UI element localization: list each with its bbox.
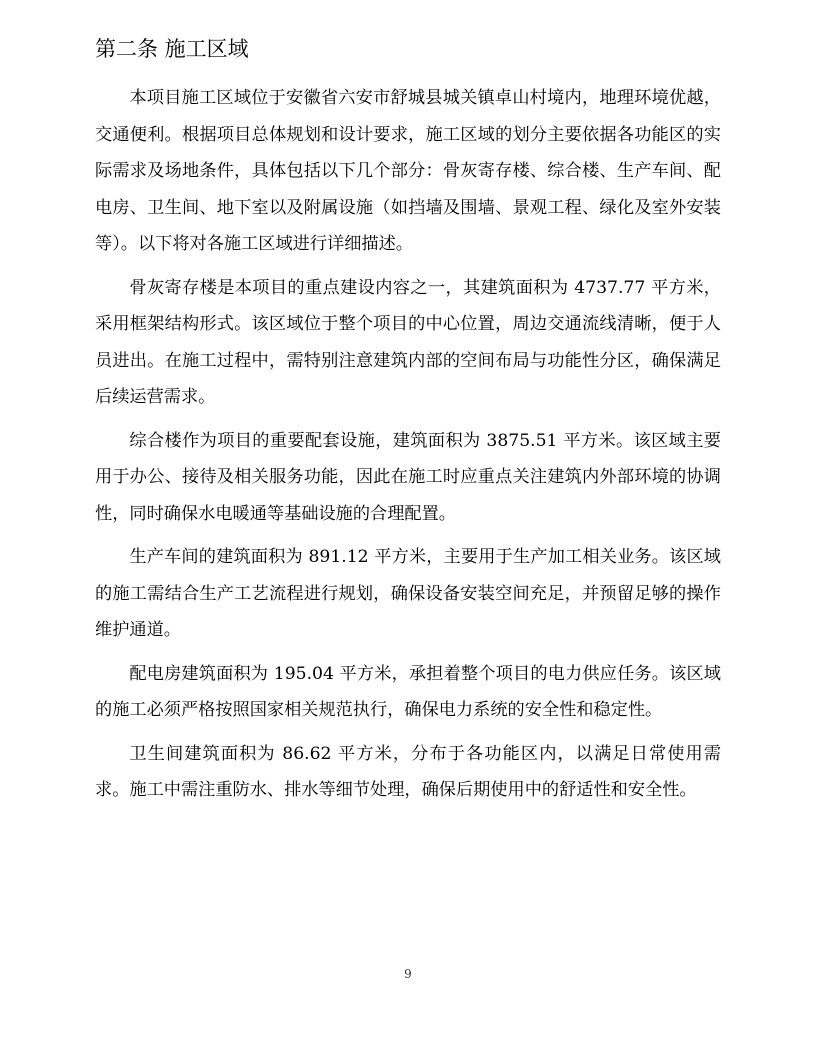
paragraph-ash-storage-building: 骨灰寄存楼是本项目的重点建设内容之一，其建筑面积为 4737.77 平方米，采用框架结构形式。该区域位于整个项目的中心位置，周边交通流线清晰，便于人员进出。在施工过程中，需特别注意建筑内部的空间布局与功能性分区，确保满足后续运营需求。 — [95, 277, 721, 407]
paragraph-power-distribution-room: 配电房建筑面积为 195.04 平方米，承担着整个项目的电力供应任务。该区域的施工必须严格按照国家相关规范执行，确保电力系统的安全性和稳定性。 — [95, 663, 721, 720]
paragraph-complex-building: 综合楼作为项目的重要配套设施，建筑面积为 3875.51 平方米。该区域主要用于办公、接待及相关服务功能，因此在施工时应重点关注建筑内外部环境的协调性，同时确保水电暖通等基础设施的合理配置。 — [95, 430, 721, 524]
document-body — [95, 80, 721, 816]
section-heading: 第二条 施工区域 — [95, 37, 249, 61]
paragraph-restroom: 卫生间建筑面积为 86.62 平方米，分布于各功能区内，以满足日常使用需求。施工中需注重防水、排水等细节处理，确保后期使用中的舒适性和安全性。 — [95, 743, 721, 800]
paragraph-production-workshop: 生产车间的建筑面积为 891.12 平方米，主要用于生产加工相关业务。该区域的施工需结合生产工艺流程进行规划，确保设备安装空间充足，并预留足够的操作维护通道。 — [95, 547, 721, 640]
page-number: 9 — [404, 967, 412, 981]
paragraph-overview: 本项目施工区域位于安徽省六安市舒城县城关镇卓山村境内，地理环境优越，交通便利。根据项目总体规划和设计要求，施工区域的划分主要依据各功能区的实际需求及场地条件，具体包括以下几个部分：骨灰寄存楼、综合楼、生产车间、配电房、卫生间、地下室以及附属设施（如挡墙及围墙、景观工程、绿化及室外安装等）。以下将对各施工区域进行详细描述。 — [95, 88, 721, 254]
